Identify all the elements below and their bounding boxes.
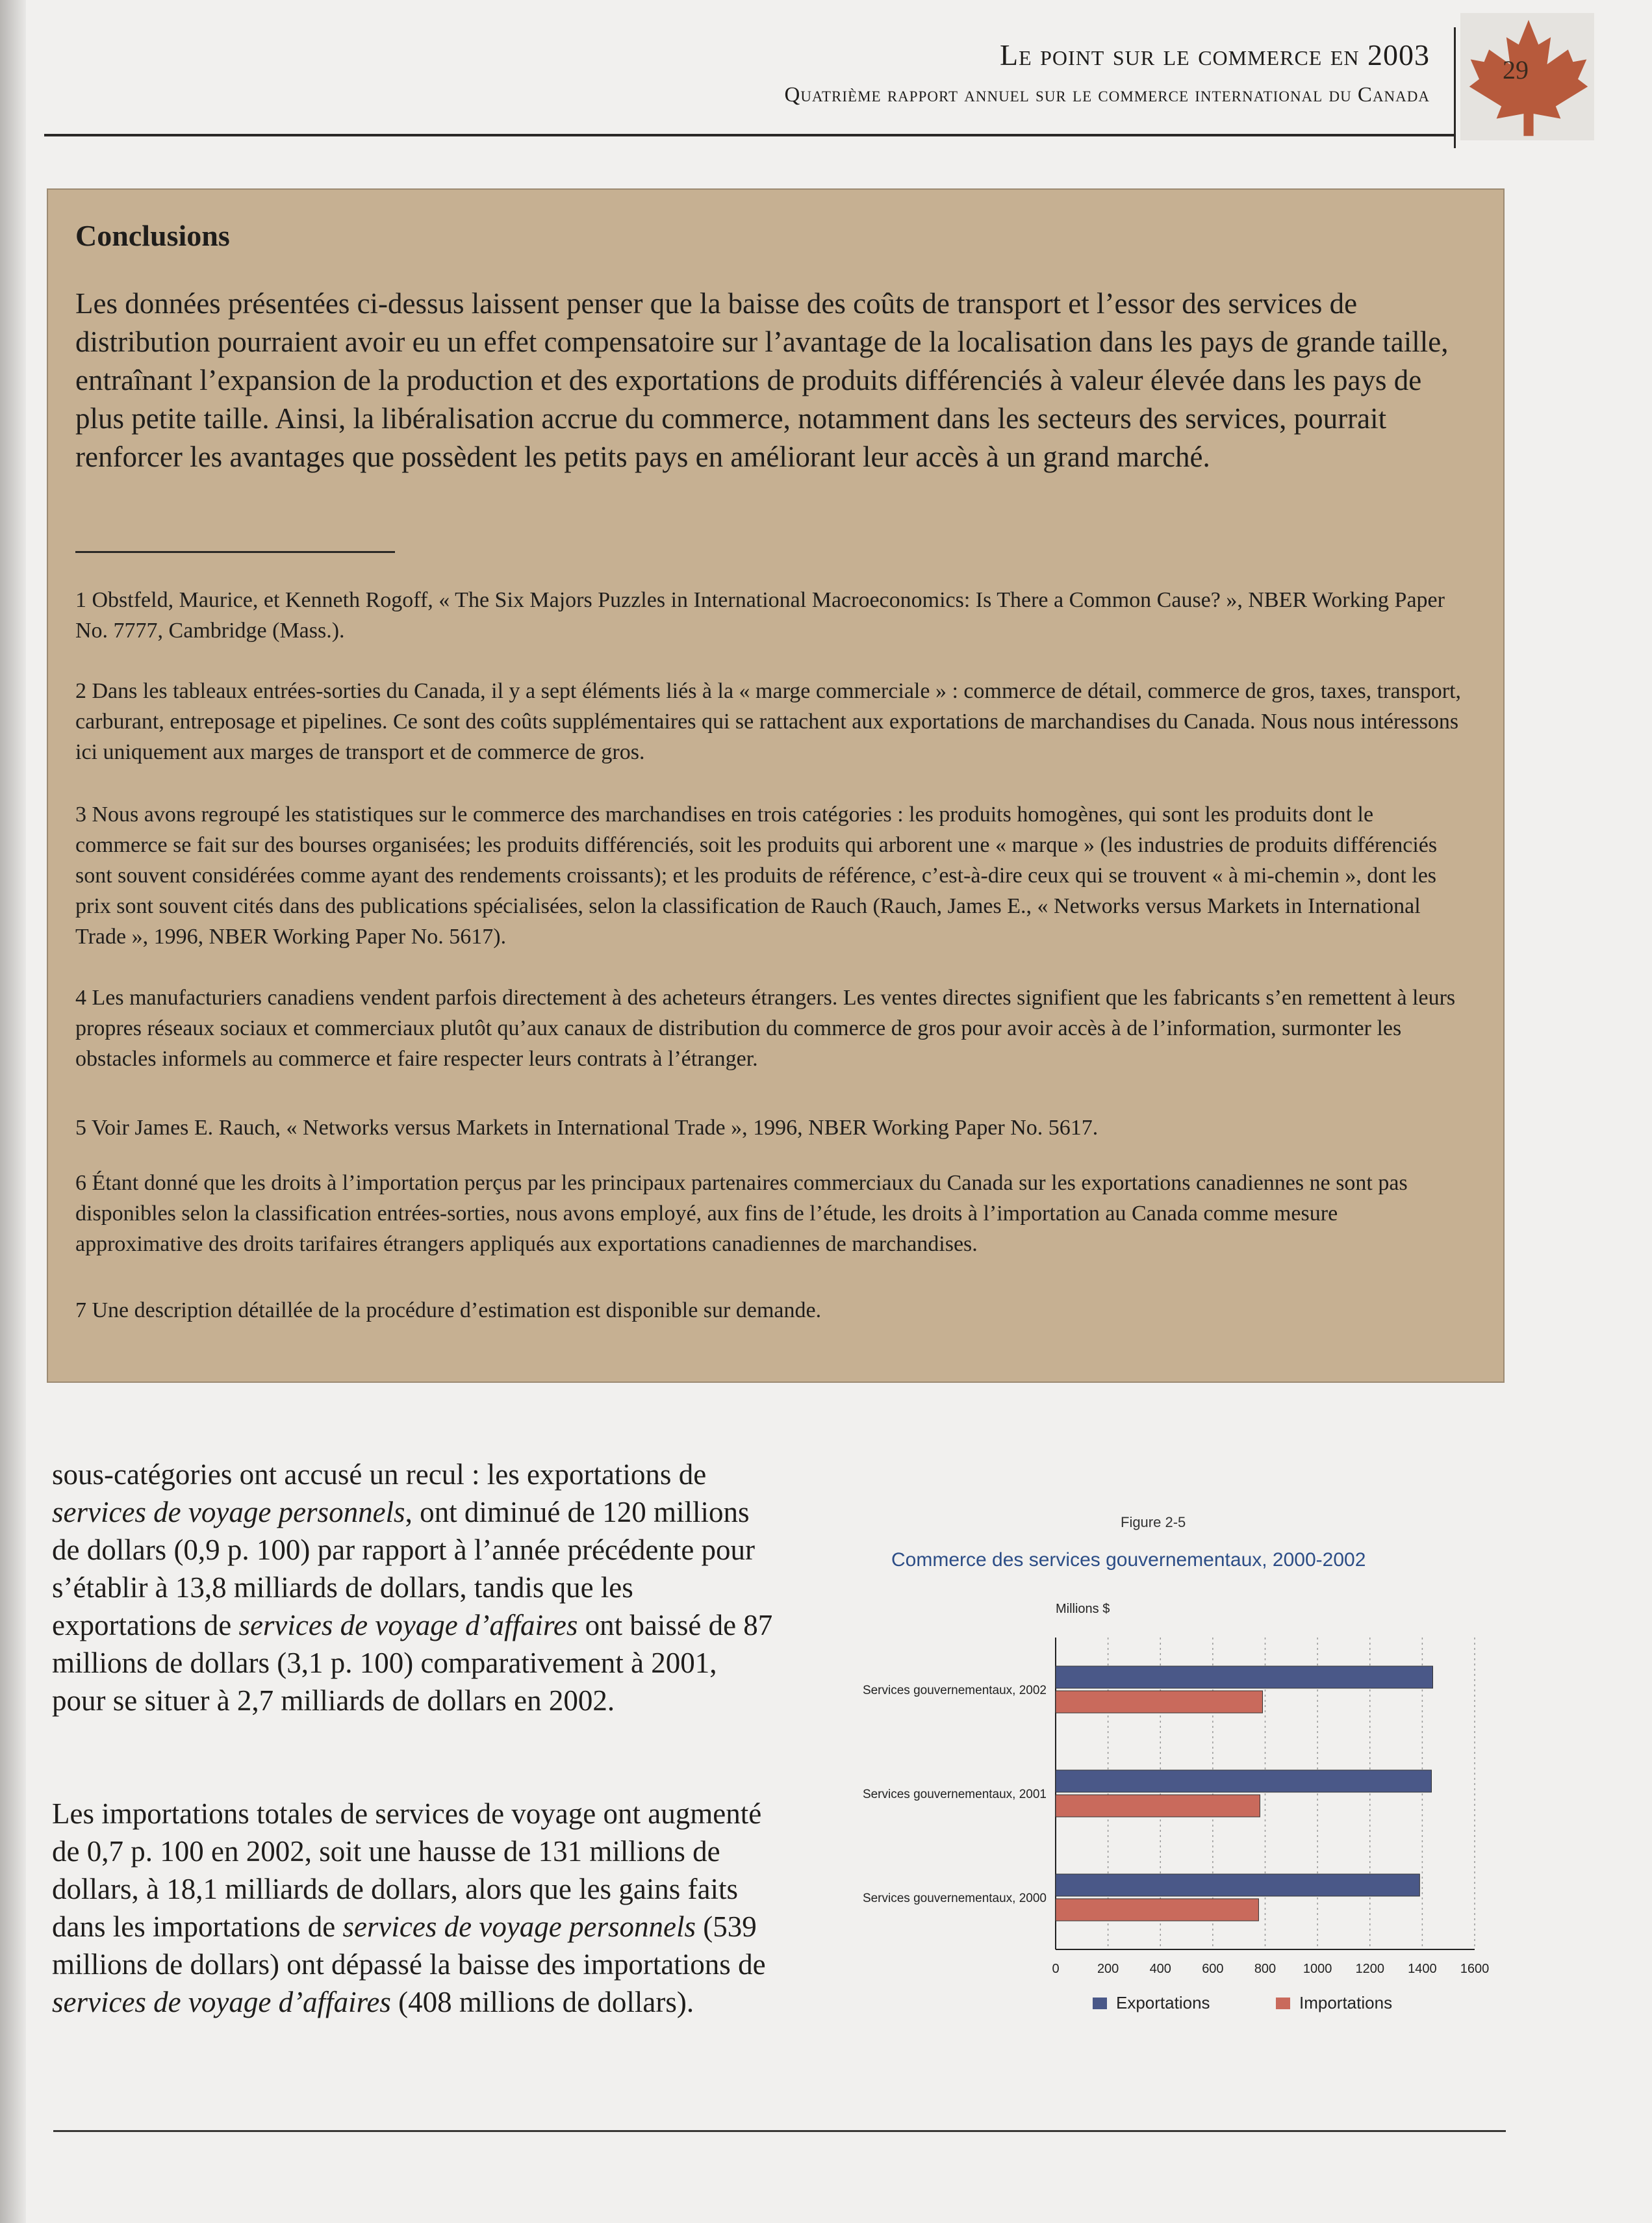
x-tick-label: 1400	[1408, 1962, 1437, 1976]
running-header-subtitle: Quatrième rapport annuel sur le commerce international du Canada	[784, 83, 1430, 107]
page-number: 29	[1503, 55, 1529, 84]
box-title: Conclusions	[75, 219, 230, 252]
header-divider	[1454, 27, 1456, 148]
legend-swatch	[1093, 1998, 1107, 2009]
footer-rule	[53, 2130, 1506, 2132]
box-body: Les données présentées ci-dessus laissent penser que la baisse des coûts de transport et l’essor des services de distribution pourraient avoir eu un effet compensatoire sur l’avantage de la localisation dans les pays de grande taille, entraînant l’expansion de la production et des exportations de produits différenciés à valeur élevée dans les pays de plus petite taille. Ainsi, la libéralisation accrue du commerce, notamment dans les secteurs des services, pourrait renforcer les avantages que possèdent les petits pays en améliorant leur accès à un grand marché.	[75, 287, 1449, 473]
bar-importations	[1056, 1691, 1262, 1713]
text-run: ont baissé de 87 millions de dollars (3,1 p. 100) comparativement à 2001, pour se situer à 2,7 milliards de dollars en 2002.	[52, 1609, 773, 1717]
bar-importations	[1056, 1899, 1258, 1921]
text-run: (408 millions de dollars).	[390, 1986, 694, 2018]
category-label: Services gouvernementaux, 2001	[862, 1788, 1047, 1801]
legend-label: Importations	[1299, 1993, 1393, 2012]
text-run: Les importations totales de services de voyage ont augmenté de 0,7 p. 100 en 2002, soit une hausse de 131 millions de dollars, à 18,1 milliards de dollars, alors que les gains faits dans les importations de	[52, 1797, 762, 1943]
body-paragraph-2	[52, 1795, 773, 2021]
bar-importations	[1056, 1795, 1260, 1817]
italic-run: services de voyage d’affaires	[238, 1609, 578, 1641]
x-tick-label: 0	[1052, 1962, 1060, 1976]
page-binding-shadow	[0, 0, 26, 2223]
italic-run: services de voyage personnels	[52, 1496, 405, 1528]
footnote-1: 1 Obstfeld, Maurice, et Kenneth Rogoff, « The Six Majors Puzzles in International Macroeconomics: Is There a Common Cause? », NBER Working Paper No. 7777, Cambridge (Mass.).	[75, 588, 1445, 643]
x-tick-label: 400	[1149, 1962, 1171, 1976]
x-tick-label: 1200	[1355, 1962, 1384, 1976]
category-label: Services gouvernementaux, 2000	[862, 1892, 1047, 1905]
x-tick-label: 1600	[1460, 1962, 1490, 1976]
footnote-rule	[75, 551, 395, 553]
header-rule	[44, 134, 1455, 136]
x-tick-label: 600	[1202, 1962, 1224, 1976]
x-tick-label: 200	[1097, 1962, 1119, 1976]
footnote-6: 6 Étant donné que les droits à l’importation perçus par les principaux partenaires commerciaux du Canada sur les exportations canadiennes ne sont pas disponibles selon la classification entrées-sorties, nous avons employé, aux fins de l’étude, les droits à l’importation au Canada comme mesure approximative des droits tarifaires étrangers appliqués aux exportations canadiennes de marchandises.	[75, 1171, 1408, 1256]
bar-exportations	[1056, 1770, 1431, 1792]
footnote-3: 3 Nous avons regroupé les statistiques sur le commerce des marchandises en trois catégories : les produits homogènes, qui sont les produits dont le commerce se fait sur des bourses organisées; les produits différenciés, soit les produits qui arborent une « marque » (les industries de produits différenciés sont souvent considérées comme ayant des rendements croissants); et les produits de référence, c’est-à-dire ceux qui se trouvent « à mi-chemin », dont les prix sont souvent cités dans des publications spécialisées, selon la classification de Rauch (Rauch, James E., « Networks versus Markets in International Trade », 1996, NBER Working Paper No. 5617).	[75, 803, 1438, 949]
figure-number: Figure 2-5	[1121, 1514, 1186, 1530]
legend-label: Exportations	[1116, 1993, 1210, 2012]
x-tick-label: 1000	[1303, 1962, 1332, 1976]
footnote-2: 2 Dans les tableaux entrées-sorties du Canada, il y a sept éléments liés à la « marge commerciale » : commerce de détail, commerce de gros, taxes, transport, carburant, entreposage et pipelines. Ce sont des coûts supplémentaires qui se rattachent aux exportations de marchandises du Canada. Nous nous intéressons ici uniquement aux marges de transport et de commerce de gros.	[75, 679, 1462, 764]
text-run: (539 millions de dollars) ont dépassé la baisse des importations de	[52, 1910, 766, 1981]
italic-run: services de voyage d’affaires	[52, 1986, 391, 2018]
body-paragraph-1	[52, 1456, 773, 1719]
figure-title: Commerce des services gouvernementaux, 2000-2002	[891, 1549, 1366, 1571]
footnote-5: 5 Voir James E. Rauch, « Networks versus Markets in International Trade », 1996, NBER Working Paper No. 5617.	[75, 1116, 1099, 1140]
italic-run: services de voyage personnels	[342, 1910, 696, 1943]
running-header-title: Le point sur le commerce en 2003	[999, 38, 1430, 71]
bar-chart	[780, 1599, 1507, 2027]
x-tick-label: 800	[1254, 1962, 1277, 1976]
x-axis-unit-label: Millions $	[1056, 1602, 1110, 1616]
category-label: Services gouvernementaux, 2002	[862, 1684, 1047, 1697]
bar-exportations	[1056, 1874, 1419, 1896]
footnote-4: 4 Les manufacturiers canadiens vendent parfois directement à des acheteurs étrangers. Les ventes directes signifient que les fabricants s’en remettent à leurs propres réseaux sociaux et commerciaux plutôt qu’aux canaux de distribution du commerce de gros pour avoir accès à de l’information, surmonter les obstacles informels au commerce et faire respecter leurs contrats à l’étranger.	[75, 986, 1456, 1071]
bar-exportations	[1056, 1666, 1433, 1688]
footnote-7: 7 Une description détaillée de la procédure d’estimation est disponible sur demande.	[75, 1298, 822, 1322]
text-run: , ont diminué de 120 millions de dollars (0,9 p. 100) par rapport à l’année précédente pour s’établir à 13,8 milliards de dollars, tandis que les exportations de	[52, 1496, 756, 1641]
text-run: sous-catégories ont accusé un recul : les exportations de	[52, 1458, 707, 1491]
legend-swatch	[1276, 1998, 1290, 2009]
